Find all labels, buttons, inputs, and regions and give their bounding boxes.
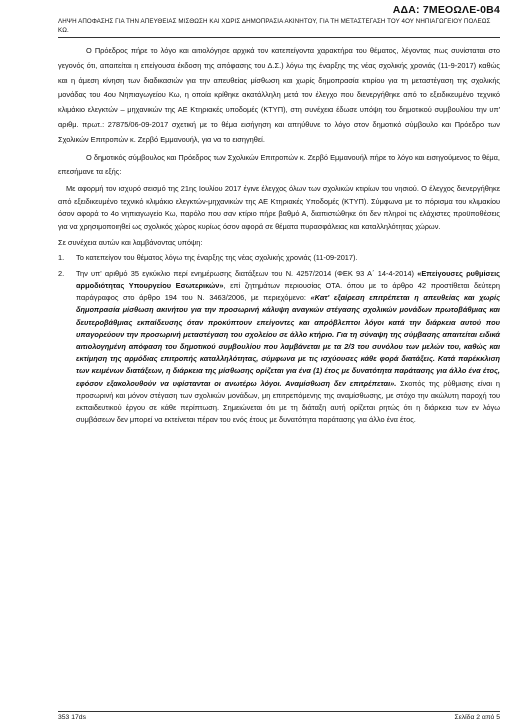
list-item-number: 2. [58,268,65,278]
list-item [58,252,500,265]
paragraph-president-intro: Ο Πρόεδρος πήρε το λόγο και αιτιολόγησε αρχικά τον κατεπείγοντα χαρακτήρα του θέματος, λέγοντας πως συνίσταται στο γεγονός ότι, απαιτείται η επείγουσα έκδοση της απόφασης του Δ.Σ.) λόγω της έναρξης της νέας σχολικής χρονιάς (11-9-2017) καθώς και η άμεση κίνηση των διαδικασιών για την απευθείας μίσθωση και χωρίς δημοπρασία κτιρίου για τη μεταστέγαση της σχολικής μονάδας του 4ου Νηπιαγωγείου Κω, η οποία κρίθηκε ακατάλληλη μετά τον έλεγχο που διενεργήθηκε από το εξειδικευμένο τεχνικό κλιμάκιο ελεγκτών – μηχανικών της ΑΕ Κτηριακές υποδομές (ΚΤΥΠ), στη συνέχεια έδωσε υπόψη του δημοτικού συμβουλίου την υπ' αριθμ. πρωτ.: 27875/06-09-2017 σχετική με το θέμα εισήγηση και απηύθυνε το λόγο στον δημοτικό σύμβουλο και Πρόεδρο των Σχολικών Επιτροπών κ. Ζερβό Εμμανουήλ, για να το εισηγηθεί. [58,46,500,144]
document-subject: ΛΗΨΗ ΑΠΟΦΑΣΗΣ ΓΙΑ ΤΗΝ ΑΠΕΥΘΕΙΑΣ ΜΙΣΘΩΣΗ ΚΑΙ ΧΩΡΙΣ ΔΗΜΟΠΡΑΣΙΑ ΑΚΙΝΗΤΟΥ, ΓΙΑ ΤΗ ΜΕΤΑΣΤΕΓΑΣΗ ΤΟΥ 4ΟΥ ΝΗΠΙΑΓΩΓΕΙΟΥ ΠΟΛΕΩΣ ΚΩ. [58,18,500,38]
paragraph-earthquake-inspection: Με αφορμή τον ισχυρό σεισμό της 21ης Ιουλίου 2017 έγινε έλεγχος όλων των σχολικών κτιρίων του νησιού. Ο έλεγχος διενεργήθηκε από εξειδικευμένο τεχνικό κλιμάκιο ελεγκτών-μηχανικών της ΑΕ Κτηριακές Υποδομές (ΚΤΥΠ). Σύμφωνα με το πόρισμα του κλιμακίου όσον αφορά το 4ο νηπιαγωγείο Κω, παρόλο που σαν κτίριο πήρε βαθμό Α, διαπιστώθηκε ότι δεν πληροί τις ελάχιστες προϋποθέσεις για να χρησιμοποιηθεί ως σχολικός χώρος κυρίως όσον αφορά σε θέματα πυρασφάλειας και καταλληλότητας χώρων. [58,184,500,231]
list-item-text [76,268,500,427]
quoted-provision: «Κατ' εξαίρεση επιτρέπεται η απευθείας και χωρίς δημοπρασία μίσθωση ακινήτου για την προσωρινή κάλυψη αναγκών στέγασης σχολικών μονάδων πρωτοβάθμιας και δευτεροβάθμιας εκπαίδευσης όταν προκύπτουν επείγοντες και απρόβλεπτοι λόγοι κατά την διάρκεια αυτού που υπαγορεύουν την προσωρινή μεταστέγαση του σχολείου σε άλλο κτήριο. Για τη σύναψη της σύμβασης απαιτείται ειδικά αιτιολογημένη απόφαση του δημοτικού συμβουλίου που λαμβάνεται με τα 2/3 του συνόλου των μελών του, καθώς και εκτίμηση της αρμόδιας επιτροπής καταλληλότητας, σύμφωνα με τις ισχύουσες κάθε φορά διατάξεις. Κατά παρέκκλιση των κειμένων διατάξεων, η διάρκεια της μίσθωσης ορίζεται για ένα (1) έτος με δυνατότητα παράτασης για άλλο ένα έτος, εφόσον εξακολουθούν να υφίστανται οι ανωτέρω λόγοι. Αναμίσθωση δεν επιτρέπεται». [76,293,501,388]
list-item [58,268,500,427]
page-number: Σελίδα 2 από 5 [454,714,500,721]
footer-doc-code: 353 17ds [58,714,86,721]
document-body [58,44,500,429]
list-item-number: 1. [58,253,65,263]
circular-reference: Την υπ' αριθμό 35 εγκύκλιο περί ενημέρωσης διατάξεων του Ν. 4257/2014 (ΦΕΚ 93 Α΄ 14-4-2014) [76,268,418,278]
ada-code: ΑΔΑ: 7ΜΕΟΩΛΕ-0Β4 [392,4,500,16]
paragraph-considering: Σε συνέχεια αυτών και λαμβάνοντας υπόψη: [58,237,203,247]
provision-explanation: Σκοπός της ρύθμισης είναι η προσωρινή και μόνον στέγαση των σχολικών μονάδων, μη επιτρεπόμενης της αναμίσθωσης, με στόχο την ακώλυτη παροχή του εκπαιδευτικού έργου σε κάθε περίπτωση. Σημειώνεται ότι με τη διάταξη αυτή ορίζεται ρητώς ότι η διάρκεια των εν λόγω συμβάσεων δεν μπορεί να εκτείνεται πέραν του ενός έτους με δυνατότητα παράτασης για άλλο ένα έτος. [76,378,500,425]
page-footer [58,711,500,721]
list-item-text: Το κατεπείγον του θέματος λόγω της έναρξης της νέας σχολικής χρονιάς (11-09-2017). [76,253,358,263]
paragraph-rapporteur: Ο δημοτικός σύμβουλος και Πρόεδρος των Σχολικών Επιτροπών κ. Ζερβό Εμμανουήλ πήρε το λόγο και εισηγούμενος το θέμα, επεσήμανε τα εξής: [58,152,500,177]
article-reference: , επί ζητημάτων περιουσίας ΟΤΑ. όπου με το άρθρο 42 προστίθεται δεύτερη παράγραφος στο άρθρο 194 του Ν. 3463/2006, με περιεχόμενο: [76,280,500,303]
law-title: «Επείγουσες ρυθμίσεις αρμοδιότητας Υπουργείου Εσωτερικών» [76,268,500,290]
